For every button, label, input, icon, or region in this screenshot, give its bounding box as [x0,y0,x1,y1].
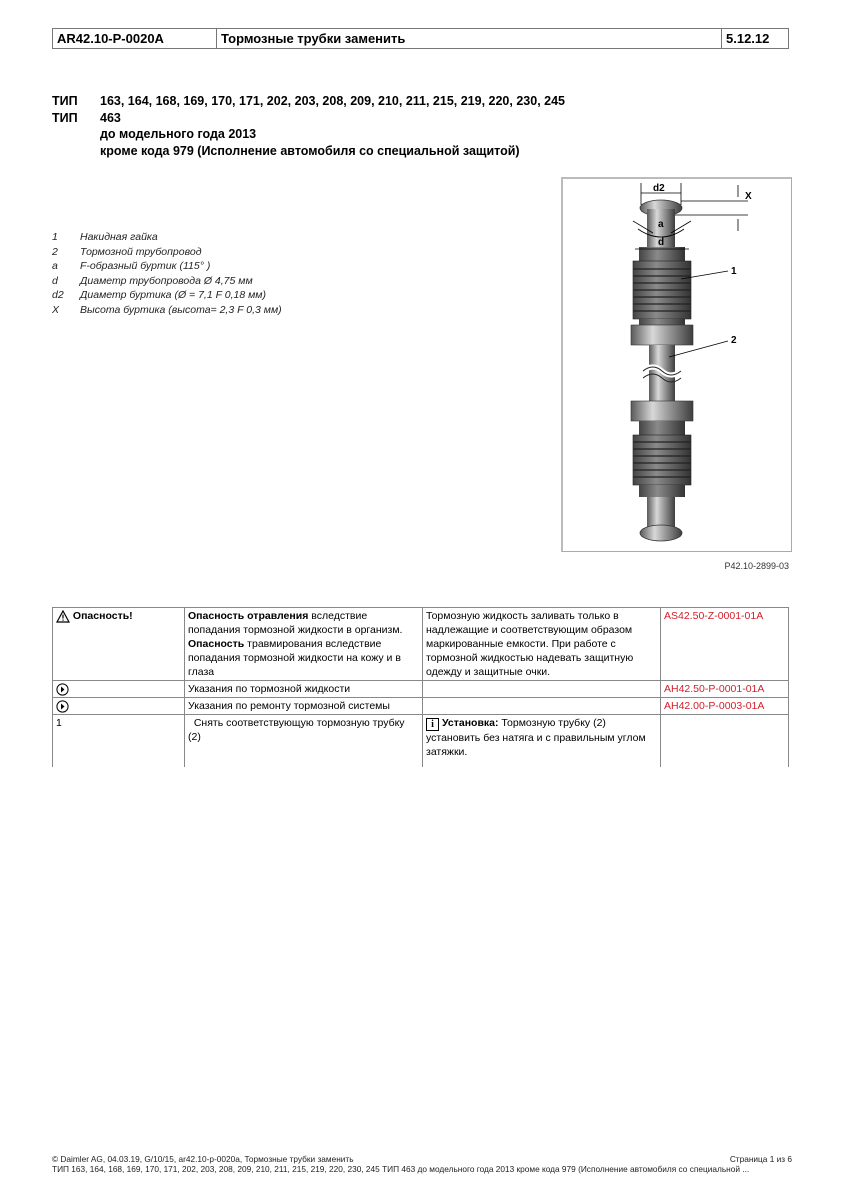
legend-item: X Высота буртика (высота= 2,3 F 0,3 мм) [52,303,282,316]
step-action: Снять соответствующую тормозную трубку (2) [185,715,423,768]
footer-copyright: © Daimler AG, 04.03.19, G/10/15, ar42.10-p-0020a, Тормозные трубки заменить [52,1154,354,1164]
model-year-note: до модельного года 2013 [100,127,257,141]
callout-2: 2 [731,335,737,346]
danger-reference-link[interactable]: AS42.50-Z-0001-01A [661,608,789,681]
instruction-arrow-icon [56,700,69,713]
note-row [53,698,789,715]
label-d: d [658,237,665,248]
figure-caption: P42.10-2899-03 [724,561,789,571]
page-number: Страница 1 из 6 [729,1154,792,1164]
document-date: 5.12.12 [726,31,770,46]
step-row [53,715,789,768]
label-d2: d2 [653,183,665,194]
note-row [53,681,789,698]
note-reference-link[interactable]: AH42.50-P-0001-01A [661,681,789,698]
document-header [52,28,789,49]
step-number: 1 [53,715,185,768]
page-footer [52,1155,792,1174]
legend-item: d Диаметр трубопровода Ø 4,75 мм [52,274,253,287]
step-install-note: i Установка: Тормозную трубку (2) установить без натяга и с правильным углом затяжки. [423,715,661,768]
legend-item: 2 Тормозной трубопровод [52,245,202,258]
document-id: AR42.10-P-0020A [53,29,217,48]
document-title: Тормозные трубки заменить [217,29,722,48]
legend-item: d2 Диаметр буртика (Ø = 7,1 F 0,18 мм) [52,289,266,302]
note-text: Указания по тормозной жидкости [185,681,423,698]
brake-line-fitting-drawing [563,179,791,551]
danger-risk-cell: Опасность отравления вследствие попадания тормозной жидкости в организм. Опасность травмирования вследствие попадания тормозной жидкости на кожу и в глаза [185,608,423,681]
footer-applicability: ТИП 163, 164, 168, 169, 170, 171, 202, 203, 208, 209, 210, 211, 215, 219, 220, 230, 245 ТИП 463 до модельного года 2013 кроме кода 979 (Исполнение автомобиля со специальной ... [52,1163,750,1174]
danger-label: Опасность! [72,610,133,622]
info-icon: i [426,718,439,731]
note-text: Указания по ремонту тормозной системы [185,698,423,715]
warning-triangle-icon [56,610,70,623]
danger-cell [53,608,185,681]
legend-item: 1 Накидная гайка [52,231,158,243]
note-reference-link[interactable]: AH42.00-P-0003-01A [661,698,789,715]
brake-line-illustration [561,177,792,552]
danger-row [53,608,789,681]
procedure-table [52,607,789,767]
type-row [52,110,565,127]
type-label: ТИП [52,110,78,125]
type-label: ТИП [52,94,78,108]
type-row [52,93,565,110]
callout-1: 1 [731,266,737,277]
type-values: 463 [100,110,121,125]
type-values: 163, 164, 168, 169, 170, 171, 202, 203, 208, 209, 210, 211, 215, 219, 220, 230, 245 [100,94,565,108]
label-x: X [745,191,752,202]
legend-item: a F-образный буртик (115° ) [52,260,211,273]
instruction-arrow-icon [56,683,69,696]
danger-measure-cell: Тормозную жидкость заливать только в надлежащие и соответствующим образом маркированные емкости. При работе с тормозной жидкостью надевать защитную одежду и защитные очки. [423,608,661,681]
code-exclusion-note: кроме кода 979 (Исполнение автомобиля со специальной защитой) [100,143,520,158]
figure-legend [52,230,282,318]
label-a: a [658,219,664,230]
applicability-block [52,93,565,159]
